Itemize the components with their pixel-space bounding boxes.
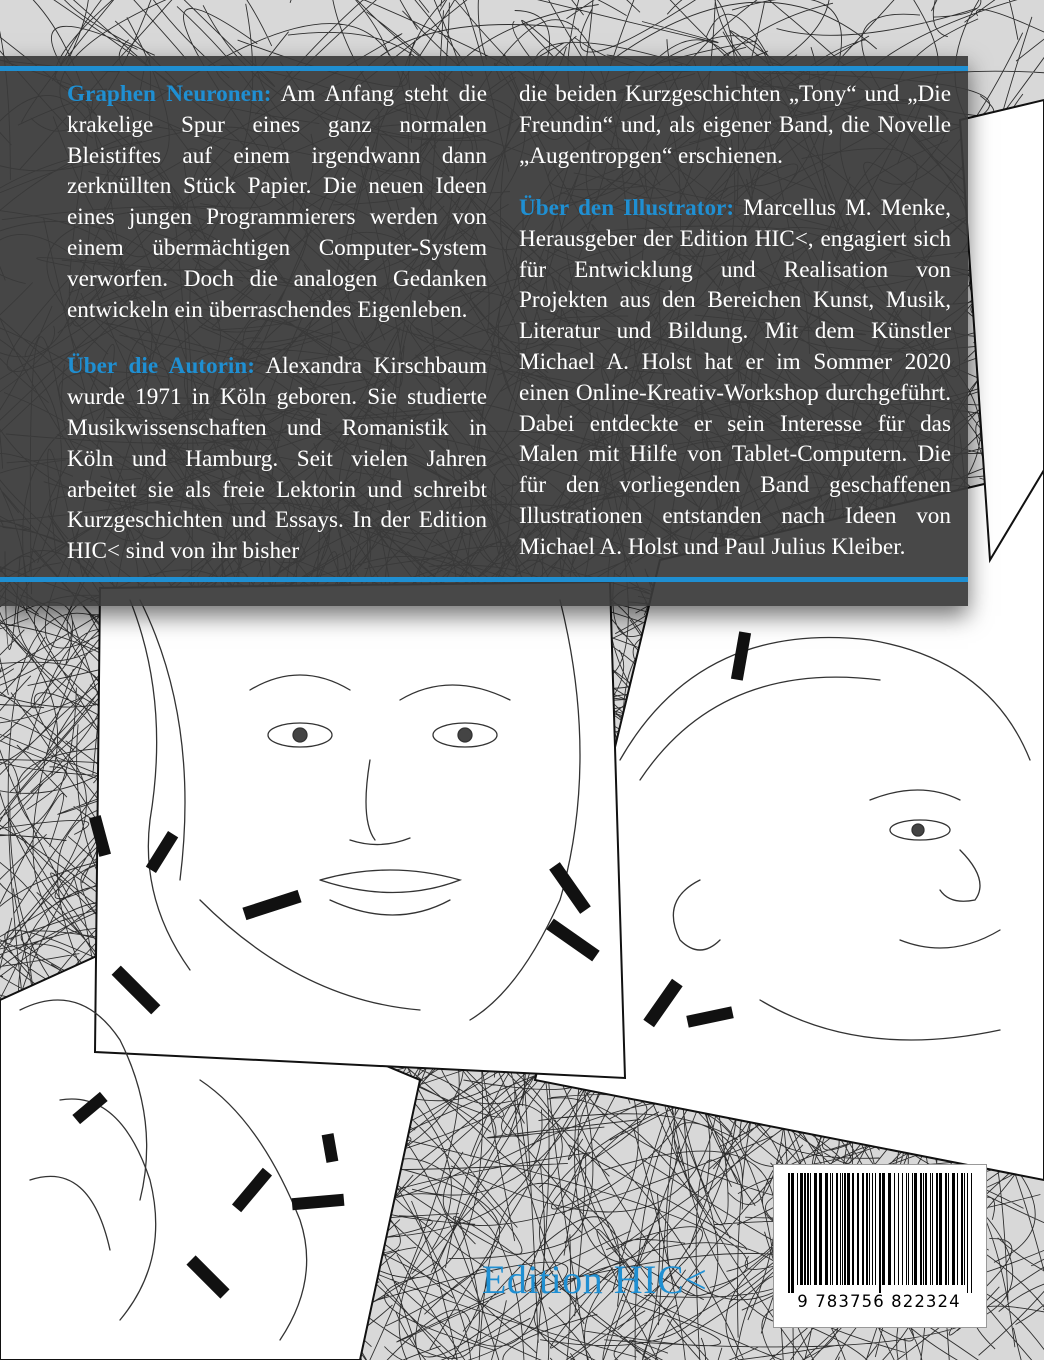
barcode-bar — [971, 1173, 972, 1293]
barcode-bar — [830, 1173, 831, 1285]
barcode-bar — [800, 1173, 803, 1285]
barcode-bar — [875, 1173, 876, 1285]
barcode-bar — [844, 1173, 846, 1285]
barcode-bar — [857, 1173, 859, 1285]
barcode-bar — [948, 1173, 949, 1285]
publisher-logo: Edition HIC< — [482, 1257, 708, 1302]
barcode-bar — [932, 1173, 933, 1285]
author-paragraph — [67, 351, 487, 567]
barcode-bar — [888, 1173, 891, 1285]
barcode-bar — [840, 1173, 841, 1285]
barcode-bar — [819, 1173, 822, 1285]
barcode-bar — [936, 1173, 938, 1285]
barcode-bar — [964, 1173, 965, 1285]
barcode-bar — [957, 1173, 958, 1285]
barcode-bar — [847, 1173, 850, 1285]
blurb-column-right — [519, 79, 951, 589]
barcode-bar — [906, 1173, 907, 1285]
barcode-bar — [930, 1173, 931, 1285]
top-blue-rule — [0, 66, 968, 71]
barcode-bar — [967, 1173, 968, 1293]
barcode-bar — [825, 1173, 828, 1285]
barcode-bar — [797, 1173, 798, 1285]
barcode-bar — [807, 1173, 809, 1285]
barcode-bar — [939, 1173, 942, 1285]
barcode-bar — [832, 1173, 833, 1285]
barcode-bar — [791, 1173, 794, 1293]
barcode-bar — [961, 1173, 963, 1285]
illustrator-heading: Über den Illustrator: — [519, 195, 735, 221]
barcode-bar — [902, 1173, 903, 1285]
author-text: Alexandra Kirschbaum wurde 1971 in Köln geboren. Sie studierte Musikwissenschaften und Romanistik in Köln und Hamburg. Seit vielen Jahren arbeitet sie als freie Lektorin und schreibt Kurzgeschichten und Essays. In der Edition HIC< sind von ihr bisher — [67, 353, 487, 565]
isbn-number: 9 783756 822324 — [797, 1292, 961, 1311]
illustrator-paragraph — [519, 193, 951, 563]
barcode-bar — [898, 1173, 899, 1285]
barcode-bar — [879, 1173, 881, 1293]
barcode-bar — [804, 1173, 806, 1285]
barcode-bar — [912, 1173, 913, 1285]
barcode-bar — [923, 1173, 924, 1285]
illustrator-text: Marcellus M. Menke, Herausgeber der Edition HIC<, engagiert sich für Entwicklung und Realisation von Projekten aus den Bereichen Kunst, Musik, Literatur und Bildung. Mit dem Künstler Michael A. Holst hat er im Sommer 2020 einen Online-Kreativ-Workshop durchgeführt. Dabei entdeckte er sein Interesse für das Malen mit Hilfe von Tablet-Computern. Die für den vorliegenden Band geschaffenen Illustrationen entstanden nach Ideen von Michael A. Holst und Paul Julius Kleiber. — [519, 195, 951, 560]
barcode-bar — [872, 1173, 873, 1285]
barcode-bar — [945, 1173, 947, 1285]
barcode-bar — [920, 1173, 922, 1285]
barcode-bar — [842, 1173, 843, 1285]
barcode-bar — [908, 1173, 909, 1285]
barcode-bars — [774, 1165, 986, 1295]
barcode-bar — [866, 1173, 868, 1285]
barcode-bar — [869, 1173, 870, 1285]
barcode-bar — [862, 1173, 864, 1285]
barcode-bar — [788, 1173, 790, 1293]
barcode-bar — [810, 1173, 811, 1285]
author-heading: Über die Autorin: — [67, 353, 255, 380]
barcode-bar — [952, 1173, 955, 1285]
synopsis-heading: Graphen Neuronen: — [67, 81, 272, 107]
barcode-bar — [836, 1173, 838, 1285]
barcode-bar — [852, 1173, 854, 1285]
synopsis-text: Am Anfang steht die krakelige Spur eines ganz normalen Bleistiftes auf einem irgendwann dann zerknüllten Stück Papier. Die neuen Ideen eines jungen Programmierers werden von einem übermächtigen Computer-System verworfen. Doch die analogen Gedanken entwickeln ein überraschendes Eigenleben. — [67, 81, 487, 323]
barcode-bar — [914, 1173, 917, 1285]
blurb-column-left — [67, 79, 487, 593]
author-paragraph-continued: die beiden Kurzgeschichten „Tony“ und „Die Freundin“ und, als eigener Band, die Novelle „Augentropgen“ erschienen. — [519, 81, 951, 169]
barcode-bar — [925, 1173, 927, 1285]
synopsis-paragraph — [67, 79, 487, 325]
barcode-bar — [894, 1173, 895, 1285]
barcode-bar — [882, 1173, 885, 1285]
barcode-bar — [814, 1173, 817, 1285]
paper-sheet-left — [95, 582, 625, 1078]
